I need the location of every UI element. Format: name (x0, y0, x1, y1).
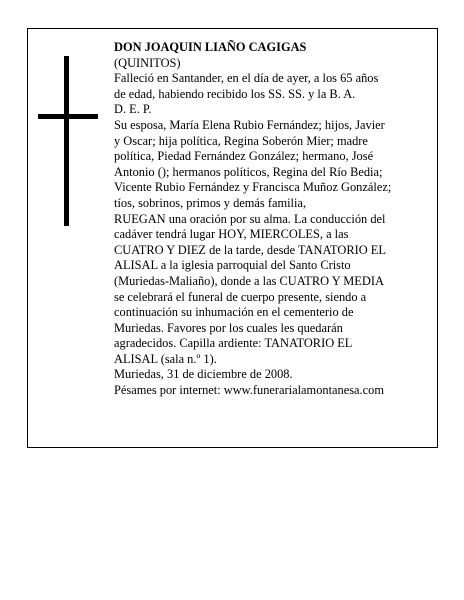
text-line: y Oscar; hija política, Regina Soberón Mier; madre (114, 133, 368, 148)
text-line: agradecidos. Capilla ardiente: TANATORIO EL (114, 336, 353, 351)
obituary-notice (27, 28, 438, 448)
text-line: Muriedas. Favores por los cuales les quedarán (114, 320, 343, 335)
text-line: de edad, habiendo recibido los SS. SS. y la B. A. (114, 86, 356, 101)
text-line: ALISAL a la iglesia parroquial del Santo Cristo (114, 258, 351, 273)
text-line: cadáver tendrá lugar HOY, MIERCOLES, a las (114, 227, 349, 242)
text-line: Pésames por internet: www.funerarialamontanesa.com (114, 383, 384, 398)
deceased-name: DON JOAQUIN LIAÑO CAGIGAS (114, 40, 307, 54)
text-line: Su esposa, María Elena Rubio Fernández; hijos, Javier (114, 117, 385, 132)
text-line: RUEGAN una oración por su alma. La conducción del (114, 211, 386, 226)
text-line: Antonio (); hermanos políticos, Regina del Río Bedia; (114, 164, 383, 179)
text-line: tíos, sobrinos, primos y demás familia, (114, 195, 307, 210)
text-line: se celebrará el funeral de cuerpo presente, siendo a (114, 289, 367, 304)
text-line: Muriedas, 31 de diciembre de 2008. (114, 367, 293, 382)
obituary-text (114, 40, 432, 399)
text-line: política, Piedad Fernández González; hermano, José (114, 149, 374, 164)
cross-icon (38, 56, 98, 226)
text-line: (Muriedas-Maliaño), donde a las CUATRO Y MEDIA (114, 273, 384, 288)
text-line: D. E. P. (114, 102, 152, 117)
cross-vertical-bar (64, 56, 69, 226)
cross-horizontal-bar (38, 114, 98, 119)
text-line: CUATRO Y DIEZ de la tarde, desde TANATORIO EL (114, 242, 386, 257)
text-line: Falleció en Santander, en el día de ayer, a los 65 años (114, 71, 379, 86)
text-line: ALISAL (sala n.º 1). (114, 351, 217, 366)
text-line: continuación su inhumación en el cementerio de (114, 305, 354, 320)
text-line: Vicente Rubio Fernández y Francisca Muñoz González; (114, 180, 392, 195)
deceased-nickname: (QUINITOS) (114, 55, 181, 70)
